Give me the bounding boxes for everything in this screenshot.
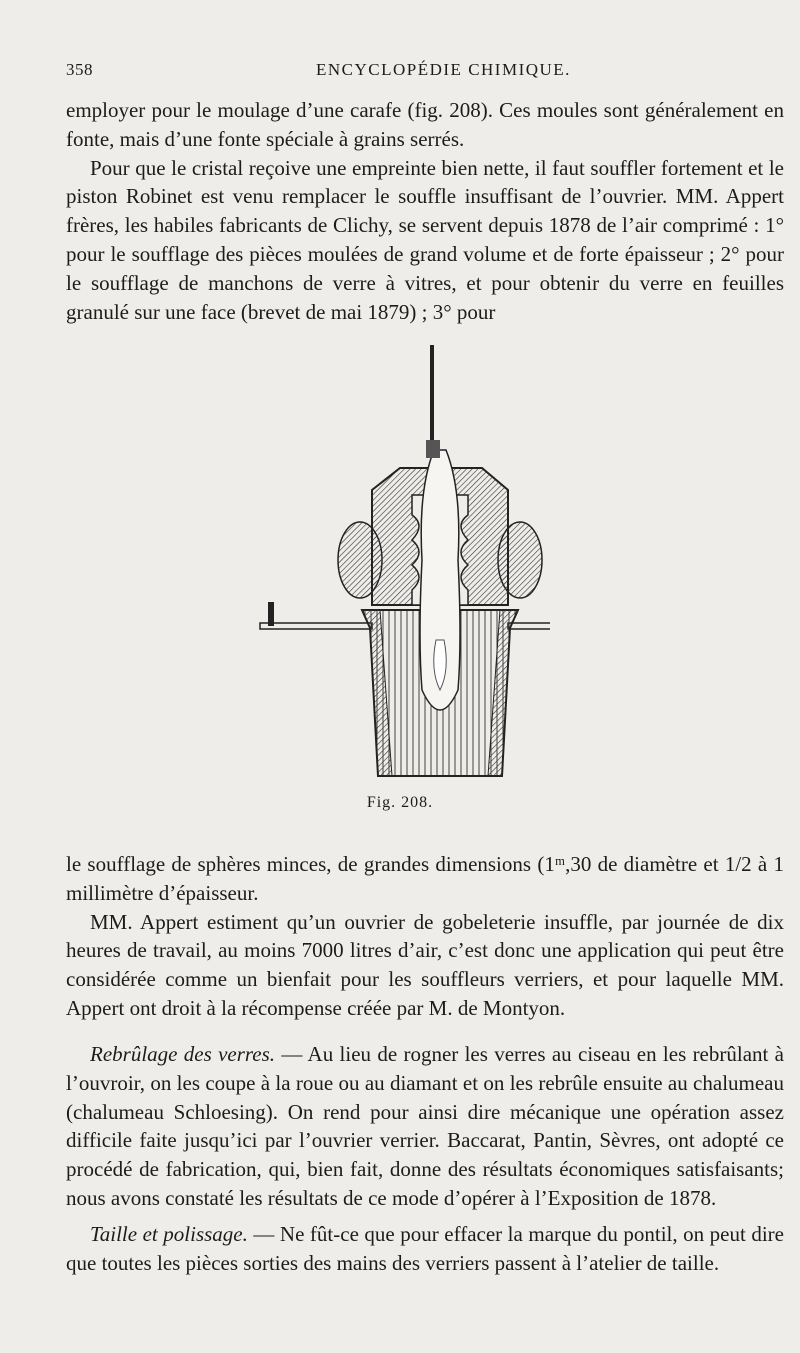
text-block-taille: [66, 1220, 784, 1278]
section-title-taille: Taille et polissage.: [90, 1222, 248, 1246]
section-title-rebrulage: Rebrûlage des verres.: [90, 1042, 276, 1066]
mould-illustration: [250, 340, 550, 790]
paragraph-rebrulage: [66, 1040, 784, 1213]
section-text-rebrulage: — Au lieu de rogner les verres au ciseau en les rebrûlant à l’ouvroir, on les coupe à la roue ou au diamant et on les rebrûle ensuite au chalumeau (chalumeau Schloesing). On rend pour ainsi dire mécanique une opération assez difficile faite jusqu’ici par l’ouvrier verrier. Baccarat, Pantin, Sèvres, ont adopté ce procédé de fabrication, qui, bien fait, donne des résultats économiques satisfaisants; nous avons constaté les résultats de ce mode d’opérer à l’Exposition de 1878.: [66, 1042, 785, 1210]
text-block-top: [66, 96, 784, 326]
section-text-taille: — Ne fût-ce que pour effacer la marque du pontil, on peut dire que toutes les pièces sorties des mains des verriers passent à l’atelier de taille.: [66, 1222, 785, 1275]
paragraph-continuation: employer pour le moulage d’une carafe (fig. 208). Ces moules sont généralement en fonte, mais d’une fonte spéciale à grains serrés.: [66, 98, 784, 151]
paragraph-taille: [66, 1220, 784, 1278]
figure-caption: Fig. 208.: [366, 794, 434, 811]
paragraph-montyon: MM. Appert estiment qu’un ouvrier de gobeleterie insuffle, par journée de dix heures de travail, au moins 7000 litres d’air, c’est donc une application qui peut être considérée comme un bienfait pour les souffleurs verriers, et pour laquelle MM. Appert ont droit à la récompense créée par M. de Montyon.: [66, 909, 784, 1020]
paragraph-spheres: le soufflage de sphères minces, de grandes dimensions (1ᵐ,30 de diamètre et 1/2 à 1 millimètre d’épaisseur.: [66, 852, 784, 905]
page-number: 358: [66, 60, 93, 79]
text-block-rebrulage: [66, 1040, 784, 1213]
text-block-middle: [66, 850, 784, 1023]
running-title: ENCYCLOPÉDIE CHIMIQUE.: [316, 60, 571, 79]
paragraph-appert-air: Pour que le cristal reçoive une empreinte bien nette, il faut souffler fortement et le piston Robinet est venu remplacer le souffle insuffisant de l’ouvrier. MM. Appert frères, les habiles fabricants de Clichy, se servent depuis 1878 de l’air comprimé : 1° pour le soufflage des pièces moulées de grand volume et de forte épaisseur ; 2° pour le soufflage de manchons de verre à vitres, et pour obtenir du verre en feuilles granulé sur une face (brevet de mai 1879) ; 3° pour: [66, 155, 784, 324]
